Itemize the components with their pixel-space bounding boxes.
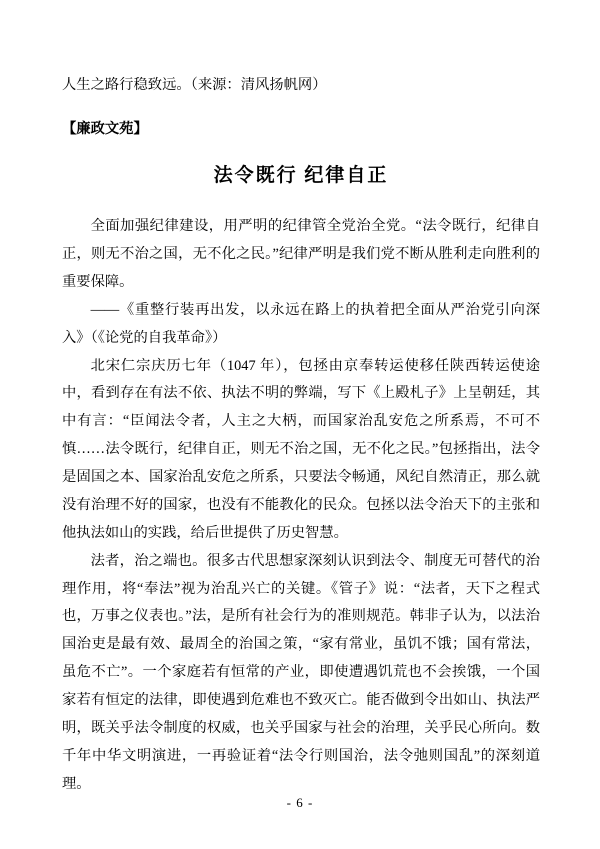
body-paragraph: 法者，治之端也。很多古代思想家深刻认识到法令、制度无可替代的治理作用，将“奉法”视为治乱兴亡的关键。《管子》说：“法者，天下之程式也，万事之仪表也。”法，是所有社会行为的准则规范。韩非子认为，以法治国治吏是最有效、最周全的治国之策，“家有常业，虽饥不饿；国有常法，虽危不亡”。一个家庭若有恒常的产业，即使遭遇饥荒也不会挨饿，一个国家若有恒定的法律，即使遇到危难也不致灭亡。能否做到令出如山、执法严明，既关乎法令制度的权威，也关乎国家与社会的治理，关乎民心所向。数千年中华文明演进，一再验证着“法令行则国治，法令弛则国乱”的深刻道理。 xyxy=(62,552,540,792)
spacer xyxy=(62,193,540,213)
section-tag: 【廉政文苑】 xyxy=(62,120,148,137)
top-line: 人生之路行稳致远。（来源：清风扬帆网） xyxy=(62,77,327,93)
spacer xyxy=(62,100,540,116)
body-paragraph: 北宋仁宗庆历七年（1047 年），包拯由京奉转运使移任陕西转运使途中，看到存在有法不依、执法不明的弊端，写下《上殿札子》上呈朝廷，其中有言：“臣闻法令者，人主之大柄，而国家治乱安危之所系焉，不可不慎……法令既行，纪律自正，则无不治之国，无不化之民。”包拯指出，法令是固国之本、国家治乱安危之所系，只要法令畅通，风纪自然清正，那么就没有治理不好的国家，也没有不能教化的民众。包拯以法令治天下的主张和他执法如山的实践，给后世提供了历史智慧。 xyxy=(62,357,540,541)
body-paragraph-citation: ——《重整行装再出发，以永远在路上的执着把全面从严治党引向深入》（《论党的自我革命》） xyxy=(62,301,540,346)
body-paragraph: 全面加强纪律建设，用严明的纪律管全党治全党。“法令既行，纪律自正，则无不治之国，无不化之民。”纪律严明是我们党不断从胜利走向胜利的重要保障。 xyxy=(62,218,540,290)
page-number: - 6 - xyxy=(286,795,314,810)
article-title: 法令既行 纪律自正 xyxy=(213,165,389,187)
spacer xyxy=(62,143,540,159)
